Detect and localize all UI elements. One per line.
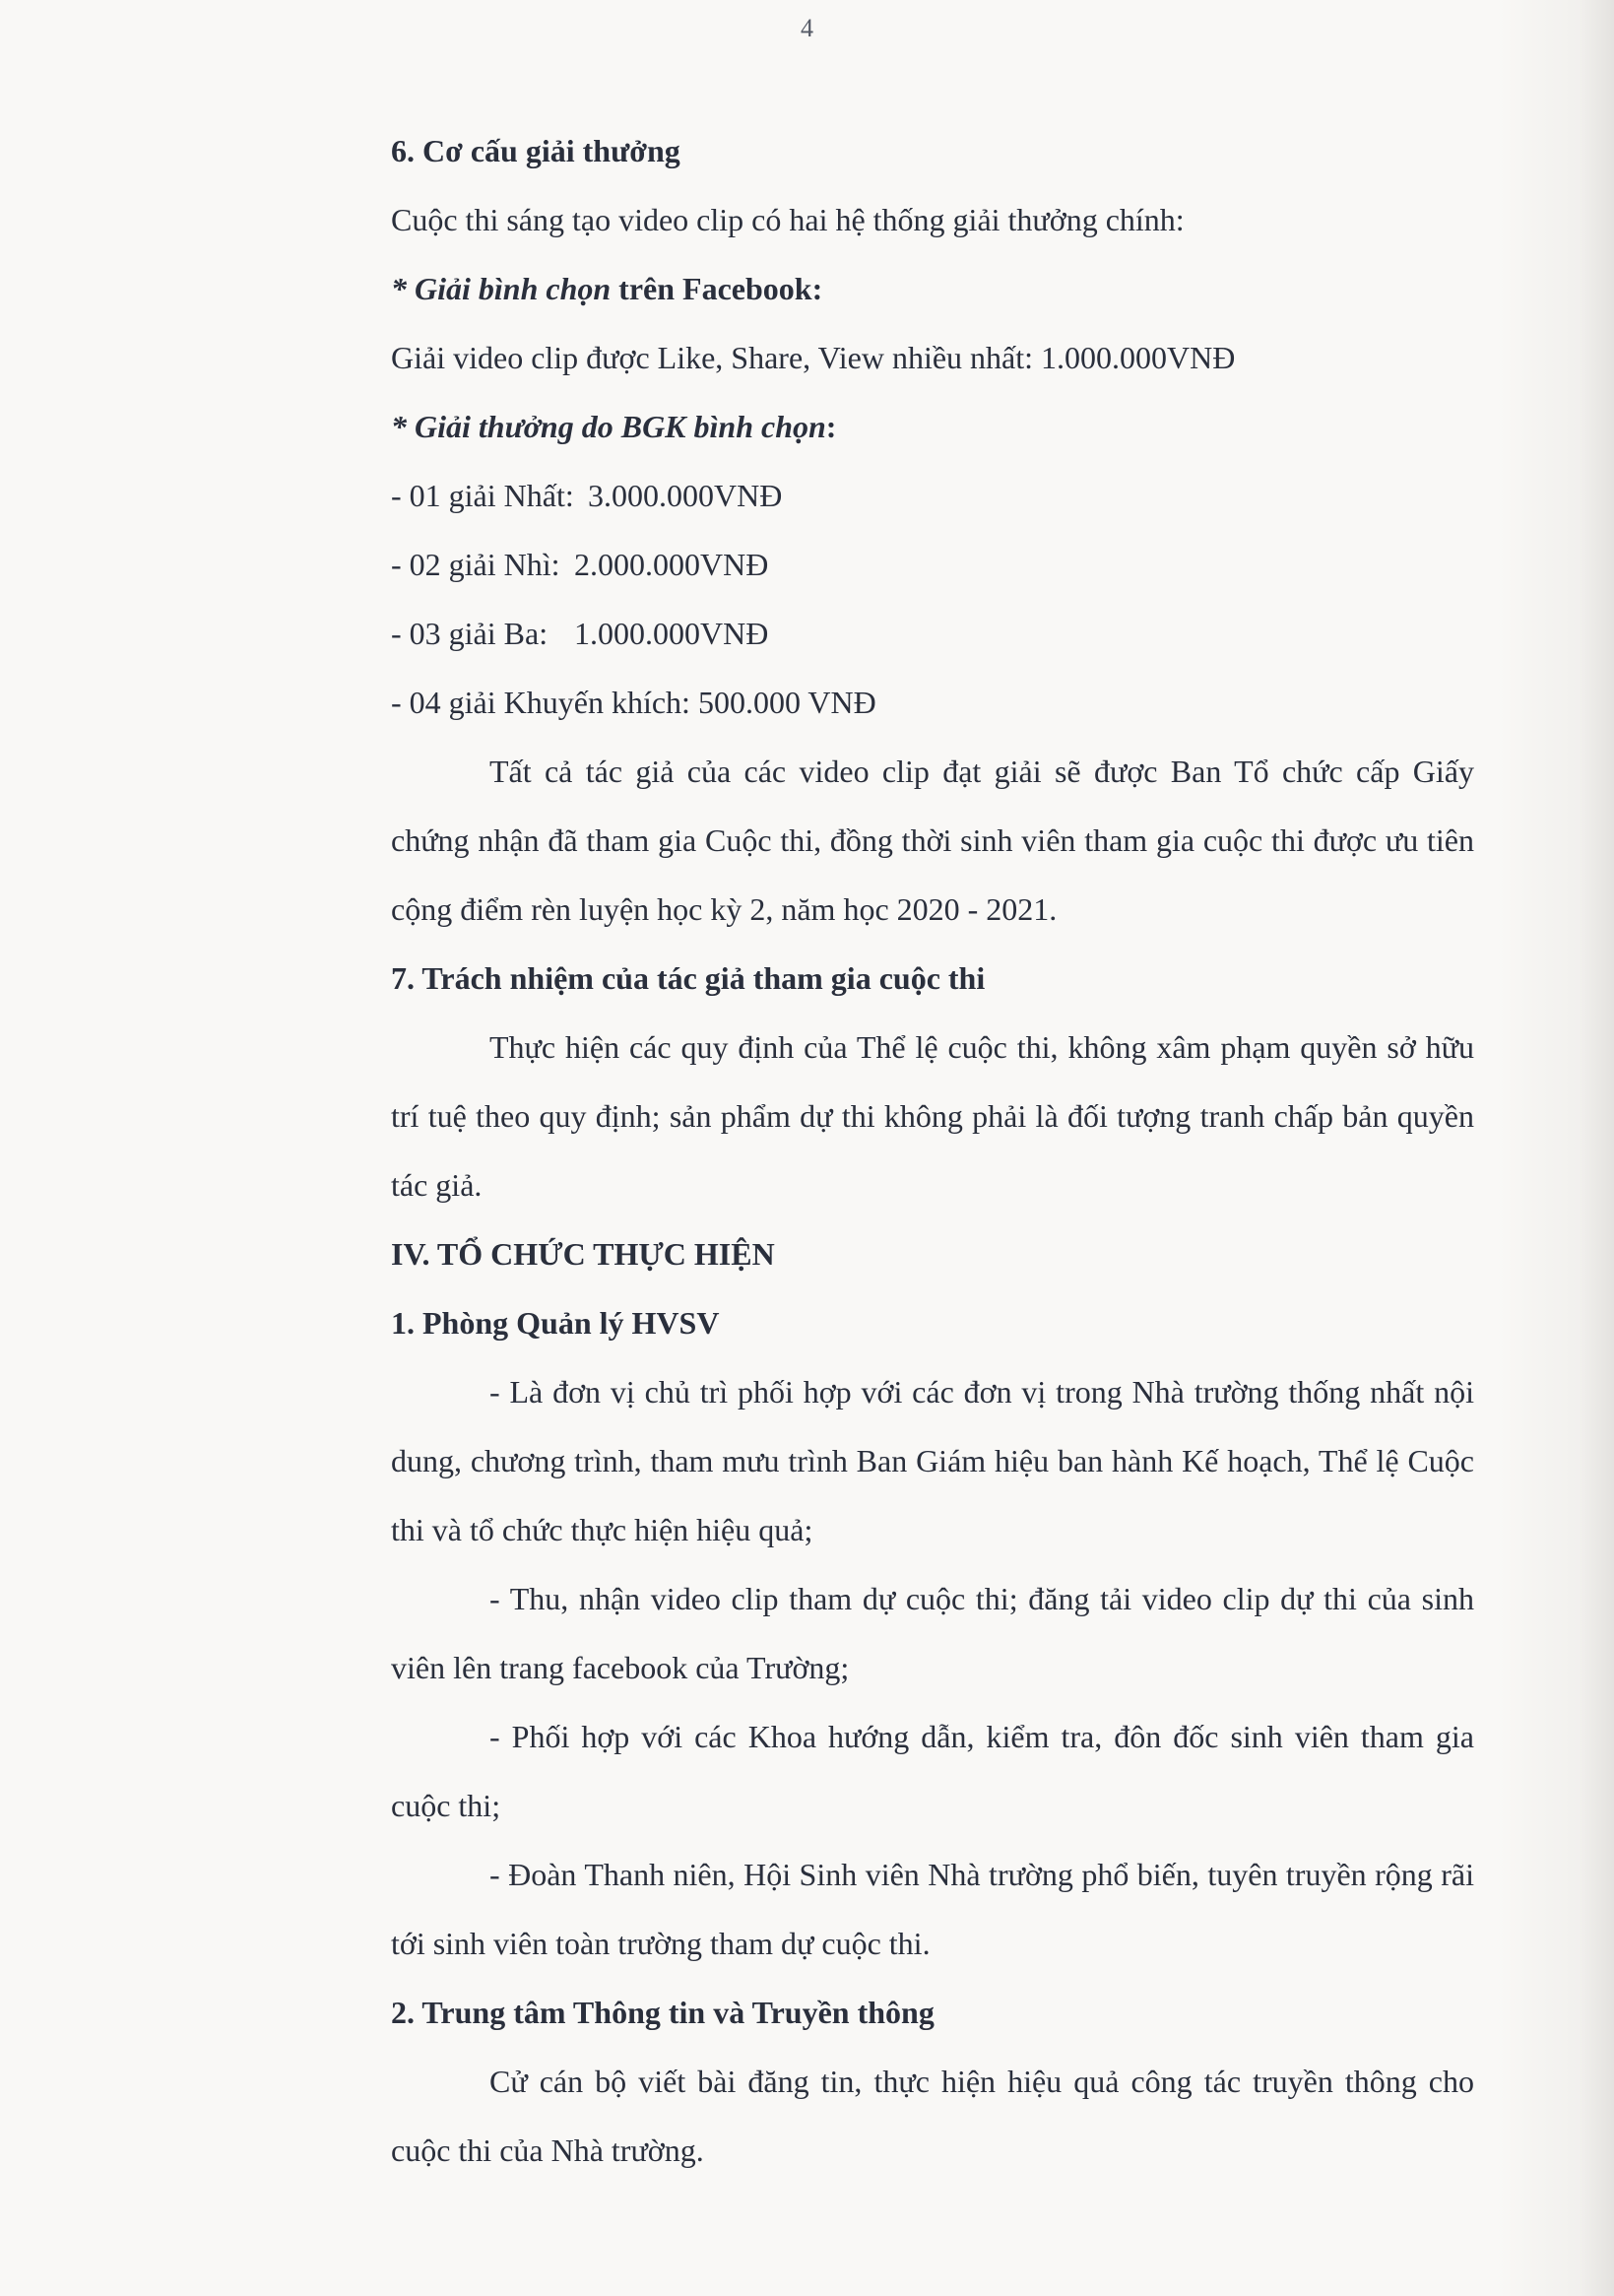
prize-second-label: - 02 giải Nhì: <box>391 547 560 582</box>
prize-encouragement: - 04 giải Khuyến khích: 500.000 VNĐ <box>391 685 876 720</box>
prize-third-label: - 03 giải Ba: <box>391 616 549 651</box>
prize-third-amount: 1.000.000VNĐ <box>574 616 769 651</box>
section-iv-heading: IV. TỔ CHỨC THỰC HIỆN <box>391 1236 775 1272</box>
prize-first <box>292 461 1474 530</box>
page-number: 4 <box>801 14 813 42</box>
prize-second <box>292 530 1474 599</box>
section-6-heading: 6. Cơ cấu giải thưởng <box>391 133 680 168</box>
section-iv-1-item: - Là đơn vị chủ trì phối hợp với các đơn vị trong Nhà trường thống nhất nội dung, chương trình, tham mưu trình Ban Giám hiệu ban hành Kế hoạch, Thể lệ Cuộc thi và tổ chức thực hiện hiệu quả; <box>391 1374 1474 1547</box>
jury-prize-heading <box>292 392 1474 461</box>
section-7-body: Thực hiện các quy định của Thể lệ cuộc thi, không xâm phạm quyền sở hữu trí tuệ theo quy định; sản phẩm dự thi không phải là đối tượng tranh chấp bản quyền tác giả. <box>391 1029 1474 1203</box>
prize-first-label: - 01 giải Nhất: <box>391 478 574 513</box>
facebook-prize-suffix: trên Facebook: <box>611 271 823 306</box>
section-iv-1-item: - Đoàn Thanh niên, Hội Sinh viên Nhà trường phổ biến, tuyên truyền rộng rãi tới sinh viên toàn trường tham dự cuộc thi. <box>391 1857 1474 1961</box>
document-body <box>292 116 1474 2185</box>
facebook-prize-text: Giải video clip được Like, Share, View nhiều nhất: 1.000.000VNĐ <box>391 340 1236 375</box>
section-6-closing: Tất cả tác giả của các video clip đạt giải sẽ được Ban Tổ chức cấp Giấy chứng nhận đã tham gia Cuộc thi, đồng thời sinh viên tham gia cuộc thi được ưu tiên cộng điểm rèn luyện học kỳ 2, năm học 2020 - 2021. <box>391 754 1474 927</box>
facebook-prize-label: * Giải bình chọn <box>391 271 612 306</box>
section-6-intro: Cuộc thi sáng tạo video clip có hai hệ thống giải thưởng chính: <box>391 202 1185 237</box>
section-iv-2-body: Cử cán bộ viết bài đăng tin, thực hiện hiệu quả công tác truyền thông cho cuộc thi của Nhà trường. <box>391 2064 1474 2168</box>
section-iv-2-heading: 2. Trung tâm Thông tin và Truyền thông <box>391 1995 935 2030</box>
prize-second-amount: 2.000.000VNĐ <box>574 547 769 582</box>
facebook-prize-heading <box>292 254 1474 323</box>
jury-prize-colon: : <box>825 409 837 444</box>
section-7-heading: 7. Trách nhiệm của tác giả tham gia cuộc thi <box>391 960 986 996</box>
prize-third <box>292 599 1474 668</box>
scan-shadow <box>1496 0 1614 2296</box>
jury-prize-label: * Giải thưởng do BGK bình chọn <box>391 409 826 444</box>
prize-first-amount: 3.000.000VNĐ <box>588 478 783 513</box>
section-iv-1-heading: 1. Phòng Quản lý HVSV <box>391 1305 720 1341</box>
section-iv-1-item: - Thu, nhận video clip tham dự cuộc thi; đăng tải video clip dự thi của sinh viên lên trang facebook của Trường; <box>391 1581 1474 1685</box>
section-iv-1-item: - Phối hợp với các Khoa hướng dẫn, kiểm tra, đôn đốc sinh viên tham gia cuộc thi; <box>391 1719 1474 1823</box>
